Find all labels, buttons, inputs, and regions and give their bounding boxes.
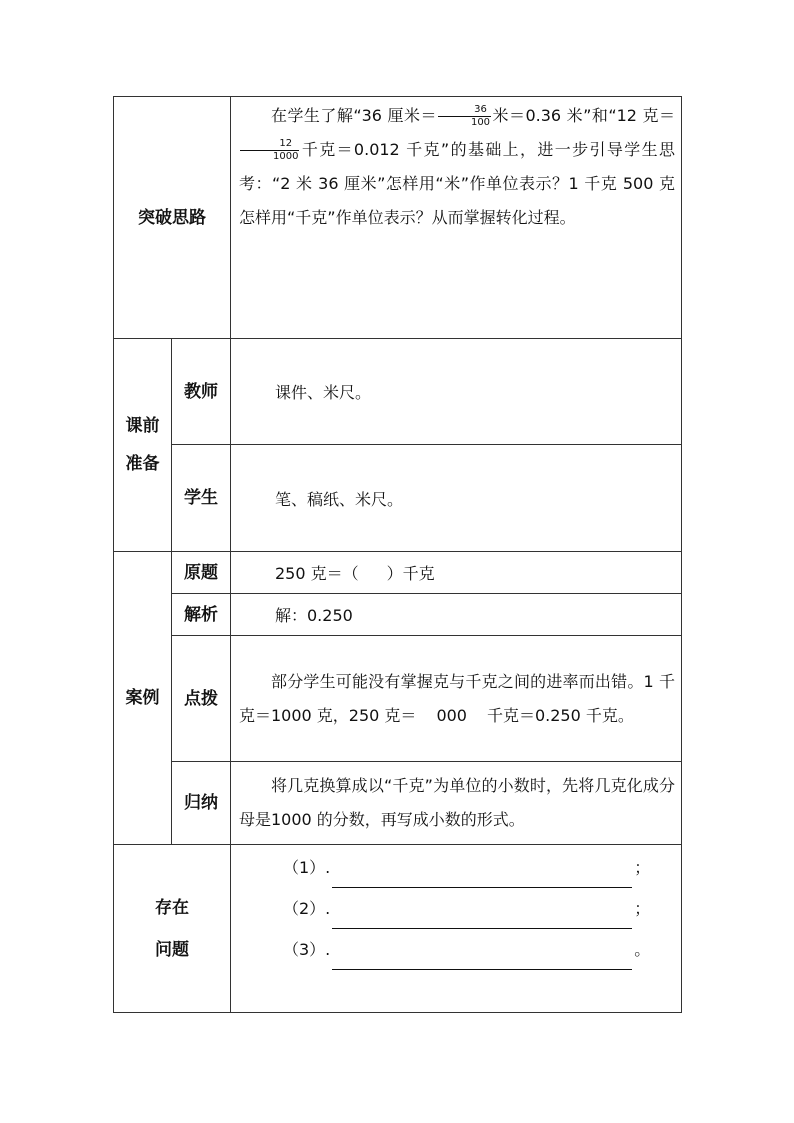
issue-end-mark: ； — [634, 858, 651, 877]
issue-number: （1）. — [283, 858, 331, 877]
teacher-label: 教师 — [172, 339, 231, 445]
row-prep-teacher — [114, 339, 682, 445]
issue-line-1 — [231, 847, 681, 888]
row-case-analysis — [114, 594, 682, 636]
breakthrough-text-1: 在学生了解“36 厘米＝ — [271, 106, 437, 125]
breakthrough-paragraph — [239, 99, 675, 235]
fraction-12-1000 — [240, 138, 299, 163]
issue-blank-1[interactable] — [332, 869, 632, 888]
tips-content — [231, 636, 682, 762]
fraction-denominator: 100 — [470, 117, 491, 128]
student-label: 学生 — [172, 445, 231, 552]
tips-paragraph — [239, 665, 675, 733]
issue-end-mark: ； — [634, 899, 651, 918]
fraction-numerator: 36 — [438, 104, 491, 117]
issue-end-mark: 。 — [634, 940, 651, 959]
issues-content — [231, 845, 682, 1013]
row-case-summary — [114, 762, 682, 845]
student-materials: 笔、稿纸、米尺。 — [231, 445, 682, 552]
fraction-numerator: 12 — [240, 138, 299, 151]
breakthrough-label: 突破思路 — [114, 97, 231, 339]
original-label: 原题 — [172, 552, 231, 594]
issue-number: （2）. — [283, 899, 331, 918]
original-problem — [231, 552, 682, 594]
analysis-text: 解：0.250 — [231, 594, 682, 636]
issues-label-line1: 存在 — [155, 897, 189, 918]
summary-text: 将几克换算成以“千克”为单位的小数时，先将几克化成分母是1000 的分数，再写成小数的形式。 — [239, 776, 675, 829]
issues-label — [114, 845, 231, 1013]
breakthrough-text-2: 米＝0.36 米”和“12 克＝ — [492, 106, 675, 125]
row-issues — [114, 845, 682, 1013]
issue-number: （3）. — [283, 940, 331, 959]
summary-label: 归纳 — [172, 762, 231, 845]
prep-label-line2: 准备 — [125, 454, 160, 474]
prep-label-line1: 课前 — [125, 416, 160, 436]
tips-text-c: 千克＝0.250 千克。 — [486, 705, 634, 725]
summary-content — [231, 762, 682, 845]
analysis-label: 解析 — [172, 594, 231, 636]
issue-line-2 — [231, 888, 681, 929]
tips-label: 点拨 — [172, 636, 231, 762]
row-case-original — [114, 552, 682, 594]
row-breakthrough — [114, 97, 682, 339]
issue-blank-3[interactable] — [332, 951, 632, 970]
original-problem-text-b: ）千克 — [386, 564, 435, 583]
issue-line-3 — [231, 929, 681, 970]
tips-text-b: 000 — [436, 705, 467, 725]
fraction-36-100 — [438, 104, 491, 129]
teacher-materials: 课件、米尺。 — [231, 339, 682, 445]
tips-text-a: 部分学生可能没有掌握克与千克之间的进率而出错。1 千克＝1000 克，250 克＝ — [239, 671, 675, 725]
lesson-plan-table — [113, 96, 682, 1013]
row-prep-student — [114, 445, 682, 552]
fraction-denominator: 1000 — [273, 151, 299, 162]
prep-label — [114, 339, 172, 552]
breakthrough-content — [231, 97, 682, 339]
original-problem-text-a: 250 克＝（ — [275, 564, 359, 583]
issue-blank-2[interactable] — [332, 910, 632, 929]
breakthrough-text-3: 千克＝0.012 千克”的基础上，进一步引导学生思考：“2 米 36 厘米”怎样用“米”作单位表示？1 千克 500 克怎样用“千克”作单位表示？从而掌握转化过程。 — [239, 140, 675, 227]
issues-label-line2: 问题 — [155, 939, 189, 960]
row-case-tips — [114, 636, 682, 762]
case-label: 案例 — [114, 552, 172, 845]
